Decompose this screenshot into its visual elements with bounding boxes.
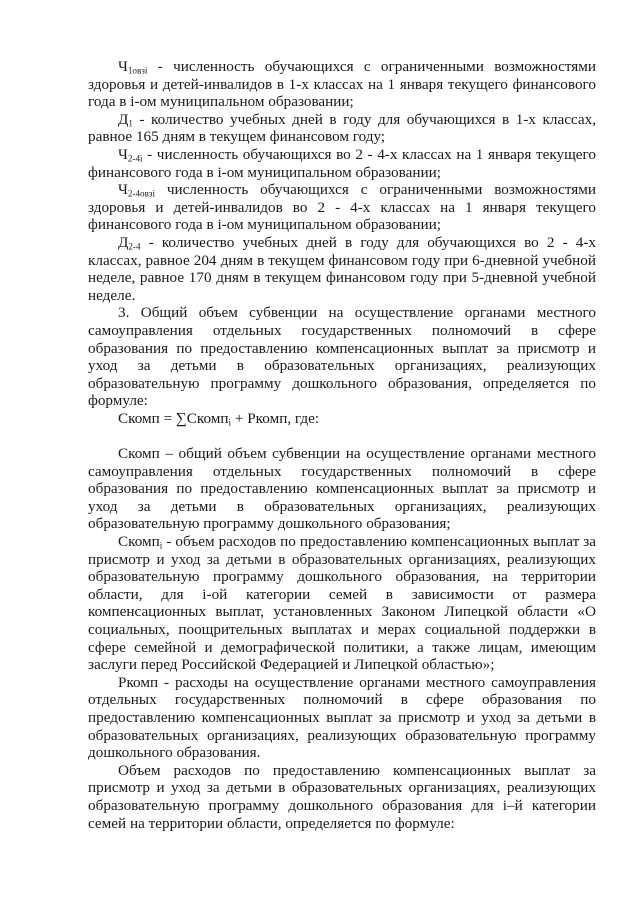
paragraph-text: Ркомп - расходы на осуществление органами местного самоуправления отдельных государственных полномочий в сфере образования по предоставлению компенсационных выплат за присмотр и уход за детьми в образовательных организациях, реализующих образовательную программу дошкольного образования. <box>88 673 596 762</box>
paragraph-text: Объем расходов по предоставлению компенсационных выплат за присмотр и уход за детьми в образовательных организациях, реализующих образовательную программу дошкольного образования для i–й категории семей на территории области, определяется по формуле: <box>88 761 596 832</box>
definition-ch1ovz <box>88 58 596 111</box>
formula-rhs: + Ркомп, где: <box>231 409 320 427</box>
symbol: Д <box>118 233 129 251</box>
definition-skomp <box>88 445 596 533</box>
definition-text: численность обучающихся с ограниченными возможностями здоровья и детей-инвалидов во 2 - 4-х классах на 1 января текущего финансового года в i-ом муниципальном образовании; <box>88 181 596 234</box>
definition-rkomp <box>88 674 596 762</box>
symbol-subscript: 1овзi <box>127 65 148 76</box>
blank-line <box>88 427 596 445</box>
definition-d1 <box>88 111 596 146</box>
definition-skomp-i <box>88 533 596 674</box>
symbol: Д <box>118 110 129 128</box>
symbol: Ч <box>118 145 128 163</box>
section-3-paragraph <box>88 304 596 410</box>
definition-text: - количество учебных дней в году для обучающихся в 1-х классах, равное 165 дням в текущем финансовом году; <box>88 110 596 146</box>
definition-text: - численность обучающихся с ограниченными возможностями здоровья и детей-инвалидов в 1-х классах на 1 января текущего финансового года в i-ом муниципальном образовании; <box>88 58 596 111</box>
closing-paragraph <box>88 762 596 832</box>
definition-ch24ovz <box>88 181 596 234</box>
symbol-subscript: i <box>159 540 163 551</box>
paragraph-text: 3. Общий объем субвенции на осуществление органами местного самоуправления отдельных государственных полномочий в сфере образования по предоставлению компенсационных выплат за присмотр и уход за детьми в образовательных организациях, реализующих образовательную программу дошкольного образования, определяется по формуле: <box>88 304 596 410</box>
definition-ch24 <box>88 146 596 181</box>
symbol: Ч <box>118 58 128 75</box>
symbol: Скомп <box>118 533 160 551</box>
formula-subscript: i <box>228 417 232 428</box>
symbol-subscript: 1 <box>128 118 133 129</box>
symbol: Ч <box>118 181 128 199</box>
symbol-subscript: 2-4 <box>128 241 141 252</box>
definition-text: - объем расходов по предоставлению компенсационных выплат за присмотр и уход за детьми в образовательных организациях, реализующих образовательную программу дошкольного образования, на территории области, для i-ой категории семей в зависимости от размера компенсационных выплат, установленных Законом Липецкой области «О социальных, поощрительных выплатах и мерах социальной поддержки в сфере семейной и демографической политики, а также лицам, имеющим заслуги перед Российской Федерацией и Липецкой областью»; <box>88 533 596 674</box>
formula-lhs: Скомп = ∑Скомп <box>118 409 229 427</box>
definition-d24 <box>88 234 596 304</box>
symbol-subscript: 2-4овзi <box>127 188 156 199</box>
document-page <box>88 58 596 832</box>
formula-skomp <box>88 410 596 428</box>
paragraph-text: Скомп – общий объем субвенции на осуществление органами местного самоуправления отдельных государственных полномочий в сфере образования по предоставлению компенсационных выплат за присмотр и уход за детьми в образовательных организациях, реализующих образовательную программу дошкольного образования; <box>88 445 596 533</box>
definition-text: - количество учебных дней в году для обучающихся во 2 - 4-х классах, равное 204 дням в текущем финансовом году при 6-дневной учебной неделе, равное 170 дням в текущем финансовом году при 5-дневной учебной неделе. <box>88 233 596 304</box>
symbol-subscript: 2-4i <box>127 153 143 164</box>
definition-text: - численность обучающихся во 2 - 4-х классах на 1 января текущего финансового года в i-ом муниципальном образовании; <box>88 145 596 181</box>
